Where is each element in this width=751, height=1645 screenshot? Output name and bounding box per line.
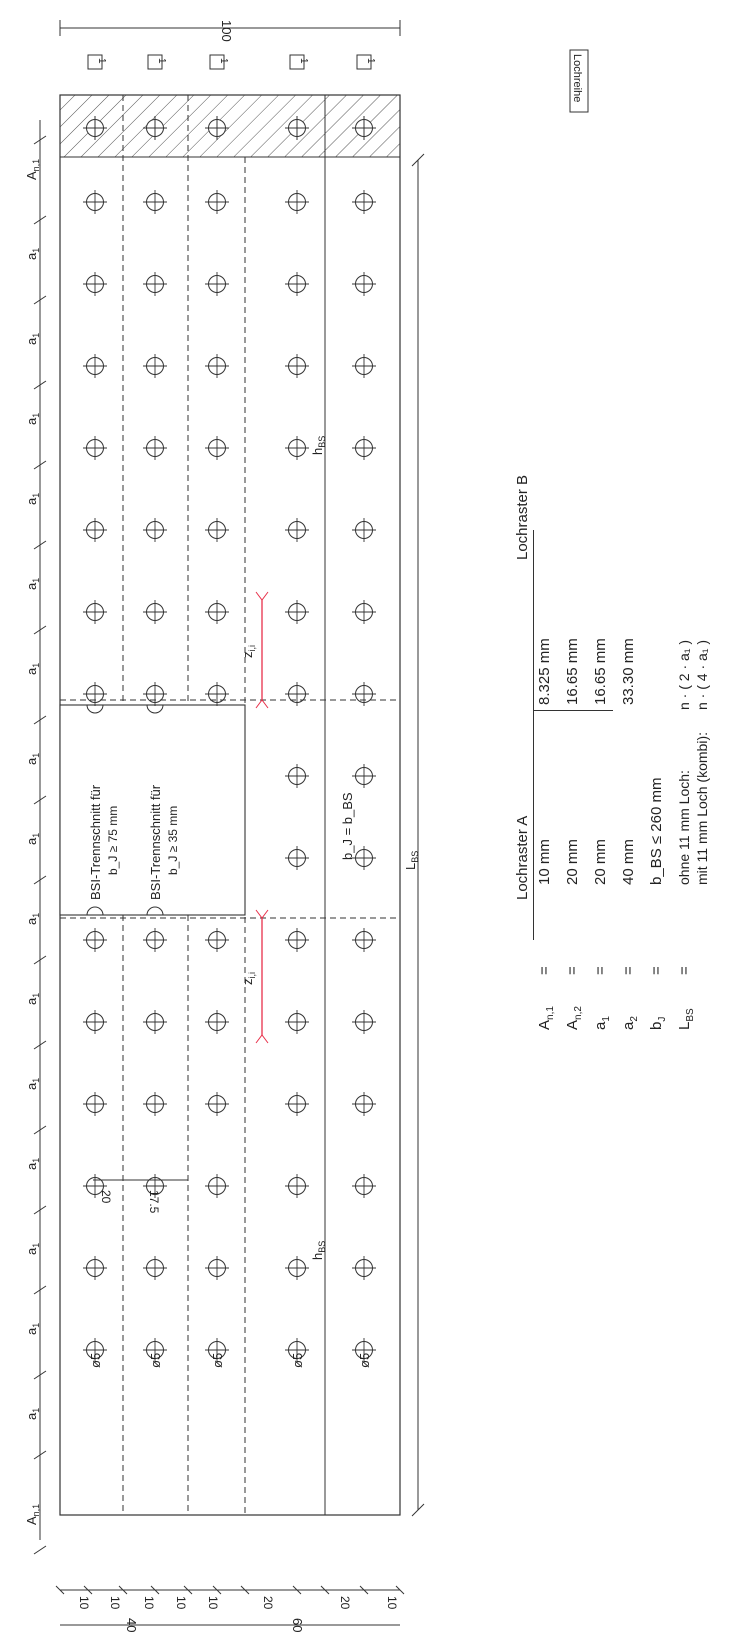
l-bs-label-sub: BS <box>410 850 420 863</box>
dim-a1: $a_1$ <box>24 332 41 345</box>
row-marker-number: 1 <box>156 58 167 64</box>
hole-crosshair <box>285 1010 309 1034</box>
hole-crosshair <box>83 272 107 296</box>
dim-a1: $a_1$ <box>24 1157 41 1170</box>
hole-crosshair <box>143 272 167 296</box>
h-bs-label-sub: BS <box>317 435 327 448</box>
legend-symbol <box>565 1006 586 1030</box>
hole-crosshair <box>352 1092 376 1116</box>
row-spacing-dim: 10 <box>142 1596 156 1610</box>
dim-a1: $a_1$ <box>24 577 41 590</box>
legend-value-a: 20 mm <box>592 839 609 885</box>
dim-a1-sub: 1 <box>31 492 41 498</box>
lochreihe-tag: Lochreihe <box>571 54 583 103</box>
legend-symbol-sub: 1 <box>601 1016 612 1022</box>
hole-crosshair <box>285 1092 309 1116</box>
hole-crosshair <box>83 928 107 952</box>
hole-crosshair <box>205 1174 229 1198</box>
hole-crosshair <box>143 190 167 214</box>
hole-crosshair <box>83 354 107 378</box>
hole-diameter-label: ø5 <box>148 1352 163 1368</box>
z-label-sub: i,i <box>247 645 257 652</box>
dim-a1: $a_1$ <box>24 492 41 505</box>
hole-crosshair <box>352 682 376 706</box>
legend-symbol-sub: BS <box>685 1008 696 1022</box>
z-arrow <box>256 1035 268 1043</box>
legend-value-a: b_BS ≤ 260 mm <box>648 777 665 885</box>
hole-diameter-label: ø5 <box>88 1352 103 1368</box>
hole-crosshair <box>352 1010 376 1034</box>
legend-symbol-main: a <box>620 1021 637 1030</box>
dim-An1-bottom-sub: n,1 <box>31 1503 41 1517</box>
hole-crosshair <box>285 518 309 542</box>
z-label: $z_{i,i}$ <box>240 645 257 658</box>
total-lower-dim: 60 <box>290 1618 305 1633</box>
hole-crosshair <box>205 600 229 624</box>
hole-crosshair <box>352 928 376 952</box>
hatched-end-zone <box>60 95 400 157</box>
hole-crosshair <box>285 272 309 296</box>
legend-value-b: 33.30 mm <box>620 638 637 705</box>
hole-crosshair <box>285 928 309 952</box>
legend-equals: = <box>564 966 581 975</box>
hole-crosshair <box>143 928 167 952</box>
dim-a1-sub: 1 <box>31 832 41 838</box>
h-bs-label: $h_{BS}$ <box>310 1240 327 1260</box>
legend-value-a: 10 mm <box>536 839 553 885</box>
row-marker-number: 1 <box>298 58 309 64</box>
z-label-sub: i,i <box>247 972 257 979</box>
hole-crosshair <box>285 764 309 788</box>
hole-crosshair <box>352 600 376 624</box>
hole-diameter-label: ø5 <box>210 1352 225 1368</box>
legend-lbs-option-2-label: mit 11 mm Loch (kombi): <box>694 732 710 885</box>
hole-crosshair <box>205 1256 229 1280</box>
row-spacing-dim: 20 <box>261 1596 275 1610</box>
legend-lbs-option-1-value: n · ( 2 · a₁ ) <box>676 639 692 710</box>
hole-crosshair <box>352 764 376 788</box>
hole-crosshair <box>205 354 229 378</box>
legend-symbol <box>677 1008 698 1030</box>
bsi-cut-2-label: BSI-Trennschnitt für <box>148 784 163 900</box>
hole-crosshair <box>83 436 107 460</box>
hole-crosshair <box>83 1256 107 1280</box>
hole-crosshair <box>143 682 167 706</box>
h-bs-label-sub: BS <box>317 1240 327 1253</box>
hole-crosshair <box>352 846 376 870</box>
dim-a1-sub: 1 <box>31 662 41 668</box>
row-spacing-dim: 20 <box>338 1596 352 1610</box>
legend-symbol-sub: n,1 <box>545 1006 556 1020</box>
z-arrow <box>256 592 268 600</box>
legend-symbol-main: b <box>648 1021 665 1030</box>
hole-crosshair <box>205 1010 229 1034</box>
legend-value-a: 20 mm <box>564 839 581 885</box>
dim-a1: $a_1$ <box>24 1322 41 1335</box>
z-arrow <box>256 910 268 918</box>
dim-chain-tick <box>34 1546 46 1554</box>
dim-An1-top-sub: n,1 <box>31 158 41 172</box>
row-spacing-dim: 10 <box>108 1596 122 1610</box>
hole-crosshair <box>285 190 309 214</box>
hole-crosshair <box>352 1256 376 1280</box>
row-spacing-dim: 10 <box>206 1596 220 1610</box>
hole-crosshair <box>143 1092 167 1116</box>
row-spacing-dim: 10 <box>385 1596 399 1610</box>
hole-crosshair <box>143 354 167 378</box>
width-dimension: 100 <box>219 20 234 42</box>
dim-a1: $a_1$ <box>24 662 41 675</box>
bj-equals-bbs: b_J = b_BS <box>340 792 355 860</box>
hole-crosshair <box>143 518 167 542</box>
legend-lbs-option-1-label: ohne 11 mm Loch: <box>676 770 692 885</box>
hole-crosshair <box>285 1174 309 1198</box>
hole-crosshair <box>205 190 229 214</box>
legend-head-lochraster-b: Lochraster B <box>514 474 531 560</box>
legend-equals: = <box>536 966 553 975</box>
dim-a1: $a_1$ <box>24 912 41 925</box>
dim-a1-sub: 1 <box>31 752 41 758</box>
hole-crosshair <box>205 436 229 460</box>
dim-a1-sub: 1 <box>31 1157 41 1163</box>
bsi-cut-1-label: BSI-Trennschnitt für <box>88 784 103 900</box>
dim-a1-sub: 1 <box>31 1322 41 1328</box>
hole-crosshair <box>83 600 107 624</box>
hole-crosshair <box>352 436 376 460</box>
legend-symbol <box>649 1017 670 1030</box>
z-arrow <box>256 700 268 708</box>
dim-An1-top: $A_{n,1}$ <box>24 158 41 180</box>
dim-a1: $a_1$ <box>24 992 41 1005</box>
row-marker-number: 1 <box>365 58 376 64</box>
hole-crosshair <box>143 600 167 624</box>
dim-a1-sub: 1 <box>31 412 41 418</box>
z-label: $z_{i,i}$ <box>240 972 257 985</box>
hole-crosshair <box>285 682 309 706</box>
row-marker-number: 1 <box>96 58 107 64</box>
dim-a1: $a_1$ <box>24 752 41 765</box>
legend-symbol-sub: n,2 <box>573 1006 584 1020</box>
legend-equals: = <box>620 966 637 975</box>
hole-crosshair <box>352 518 376 542</box>
legend-symbol <box>593 1016 614 1030</box>
dim-An1-bottom: $A_{n,1}$ <box>24 1503 41 1525</box>
legend-symbol-sub: J <box>657 1016 668 1022</box>
total-upper-dim: 40 <box>124 1618 139 1633</box>
legend-header-rule <box>533 530 534 940</box>
dim-a1-sub: 1 <box>31 912 41 918</box>
dim-a1: $a_1$ <box>24 1407 41 1420</box>
hole-crosshair <box>285 354 309 378</box>
dim-a1: $a_1$ <box>24 1077 41 1090</box>
dim-a1-sub: 1 <box>31 992 41 998</box>
hole-crosshair <box>285 846 309 870</box>
legend-table <box>514 474 725 1080</box>
legend-lbs-option-2-value: n · ( 4 · a₁ ) <box>694 639 710 710</box>
hole-crosshair <box>352 354 376 378</box>
hole-crosshair <box>83 1092 107 1116</box>
hole-crosshair <box>143 1256 167 1280</box>
hole-crosshair <box>205 272 229 296</box>
legend-equals: = <box>648 966 665 975</box>
hole-crosshair <box>285 600 309 624</box>
cut-dim-20: 20 <box>99 1190 113 1204</box>
hole-crosshair <box>205 928 229 952</box>
dim-a1: $a_1$ <box>24 832 41 845</box>
dim-a1-sub: 1 <box>31 1077 41 1083</box>
dim-a1-sub: 1 <box>31 247 41 253</box>
hole-crosshair <box>83 190 107 214</box>
hole-crosshair <box>143 436 167 460</box>
legend-equals: = <box>676 966 693 975</box>
h-bs-label: $h_{BS}$ <box>310 435 327 455</box>
legend-value-a: 40 mm <box>620 839 637 885</box>
hole-crosshair <box>83 1010 107 1034</box>
dim-a1: $a_1$ <box>24 412 41 425</box>
legend-value-b: 16.65 mm <box>592 638 609 705</box>
legend-column-rule <box>533 710 613 711</box>
hole-crosshair <box>205 1092 229 1116</box>
hole-crosshair <box>205 682 229 706</box>
hole-diameter-label: ø5 <box>290 1352 305 1368</box>
hole-crosshair <box>83 518 107 542</box>
legend-symbol-main: A <box>564 1019 581 1030</box>
dim-a1-sub: 1 <box>31 332 41 338</box>
dim-a1-sub: 1 <box>31 1242 41 1248</box>
legend-symbol-sub: 2 <box>629 1016 640 1022</box>
legend-value-b: 8.325 mm <box>536 638 553 705</box>
dim-a1-sub: 1 <box>31 1407 41 1413</box>
bsi-cut-1-condition: b_J ≥ 75 mm <box>106 805 120 875</box>
row-spacing-dim: 10 <box>77 1596 91 1610</box>
cut-dim-17-5: 17.5 <box>147 1190 161 1214</box>
hole-crosshair <box>352 190 376 214</box>
row-spacing-dim: 10 <box>174 1596 188 1610</box>
dim-a1: $a_1$ <box>24 1242 41 1255</box>
legend-symbol-main: A <box>536 1019 553 1030</box>
hole-crosshair <box>83 682 107 706</box>
legend-equals: = <box>592 966 609 975</box>
hole-crosshair <box>352 1174 376 1198</box>
l-bs-label: $L_{BS}$ <box>403 850 420 870</box>
dim-a1: $a_1$ <box>24 247 41 260</box>
legend-symbol-main: a <box>592 1021 609 1030</box>
bsi-cut-2-condition: b_J ≥ 35 mm <box>166 805 180 875</box>
hole-diameter-label: ø5 <box>357 1352 372 1368</box>
legend-symbol <box>621 1016 642 1030</box>
legend-value-b: 16.65 mm <box>564 638 581 705</box>
dim-a1-sub: 1 <box>31 577 41 583</box>
hole-crosshair <box>285 1256 309 1280</box>
hole-crosshair <box>143 1010 167 1034</box>
row-marker-number: 1 <box>218 58 229 64</box>
legend-head-lochraster-a: Lochraster A <box>514 815 531 900</box>
hole-crosshair <box>285 436 309 460</box>
hole-crosshair <box>352 272 376 296</box>
legend-symbol <box>537 1006 558 1030</box>
hole-crosshair <box>205 518 229 542</box>
legend-symbol-main: L <box>676 1021 693 1030</box>
